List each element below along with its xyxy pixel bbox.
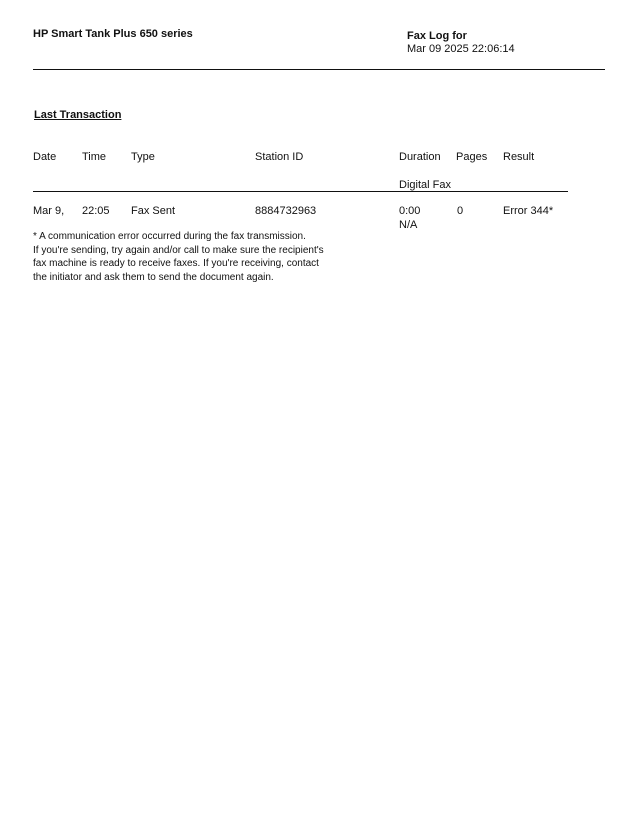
cell-pages: 0	[457, 205, 464, 217]
report-title: Fax Log for	[407, 30, 467, 42]
column-header-pages: Pages	[456, 151, 488, 163]
cell-station-id: 8884732963	[255, 205, 317, 217]
column-header-result: Result	[503, 151, 535, 163]
printer-name: HP Smart Tank Plus 650 series	[33, 28, 193, 40]
header-divider	[33, 69, 605, 70]
footnote-line: If you're sending, try again and/or call to make sure the recipient's	[33, 244, 324, 256]
report-datetime: Mar 09 2025 22:06:14	[407, 43, 515, 55]
column-header-station-id: Station ID	[255, 151, 304, 163]
cell-time: 22:05	[82, 205, 110, 217]
cell-type: Fax Sent	[131, 205, 176, 217]
column-header-time: Time	[82, 151, 107, 163]
footnote-line: * A communication error occurred during the fax transmission.	[33, 231, 306, 242]
column-header-date: Date	[33, 151, 57, 163]
cell-digital-fax: N/A	[399, 219, 418, 231]
footnote-line: fax machine is ready to receive faxes. If you're receiving, contact	[33, 258, 319, 270]
table-header-divider	[33, 191, 568, 192]
cell-result: Error 344*	[503, 205, 554, 217]
footnote	[33, 230, 353, 284]
cell-date: Mar 9,	[33, 205, 65, 217]
footnote-line: the initiator and ask them to send the document again.	[33, 271, 274, 283]
column-subheader-digital-fax: Digital Fax	[399, 179, 451, 191]
column-header-type: Type	[131, 151, 155, 163]
column-header-duration: Duration	[399, 151, 441, 163]
section-title: Last Transaction	[34, 109, 122, 121]
cell-duration: 0:00	[399, 205, 421, 217]
